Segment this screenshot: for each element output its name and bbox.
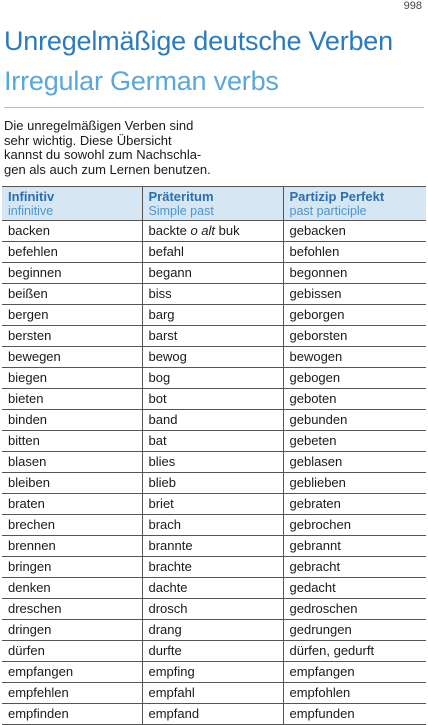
infinitive-cell: empfehlen [2, 683, 142, 704]
intro-line: Die unregelmäßigen Verben sind [4, 118, 194, 133]
infinitive-cell: dürfen [2, 641, 142, 662]
table-row [2, 578, 426, 599]
table-row [2, 221, 426, 242]
past-participle-cell: geborsten [283, 326, 426, 347]
table-row [2, 599, 426, 620]
past-participle-cell: geboten [283, 389, 426, 410]
infinitive-cell: beginnen [2, 263, 142, 284]
past-participle-cell: gebogen [283, 368, 426, 389]
past-participle-cell: empfunden [283, 704, 426, 725]
infinitive-cell: empfinden [2, 704, 142, 725]
table-row [2, 284, 426, 305]
infinitive-cell: beißen [2, 284, 142, 305]
simple-past-cell: drosch [142, 599, 283, 620]
infinitive-cell: brechen [2, 515, 142, 536]
table-row [2, 620, 426, 641]
simple-past-cell: bot [142, 389, 283, 410]
table-row [2, 368, 426, 389]
column-header-english: infinitive [8, 204, 54, 218]
table-header-row [2, 187, 426, 221]
table-row [2, 536, 426, 557]
table-row [2, 452, 426, 473]
table-row [2, 494, 426, 515]
column-header-german: Infinitiv [8, 189, 55, 204]
simple-past-cell: band [142, 410, 283, 431]
infinitive-cell: empfangen [2, 662, 142, 683]
simple-past-cell: briet [142, 494, 283, 515]
infinitive-cell: dreschen [2, 599, 142, 620]
infinitive-cell: bleiben [2, 473, 142, 494]
column-header-english: Simple past [148, 204, 214, 218]
table-row [2, 557, 426, 578]
infinitive-cell: befehlen [2, 242, 142, 263]
infinitive-cell: backen [2, 221, 142, 242]
irregular-verbs-table [2, 186, 426, 725]
title-divider [4, 107, 424, 108]
past-participle-cell: bewogen [283, 347, 426, 368]
simple-past-alt-form: buk [218, 223, 240, 238]
column-header-english: past participle [289, 204, 367, 218]
table-row [2, 641, 426, 662]
page-title: Unregelmäßige deutsche Verben [4, 26, 393, 56]
column-header-simple-past [142, 187, 283, 221]
past-participle-cell: gebracht [283, 557, 426, 578]
infinitive-cell: bergen [2, 305, 142, 326]
simple-past-form: backte [148, 223, 187, 238]
simple-past-cell: begann [142, 263, 283, 284]
simple-past-cell: bewog [142, 347, 283, 368]
infinitive-cell: bersten [2, 326, 142, 347]
table-row [2, 242, 426, 263]
past-participle-cell: gebunden [283, 410, 426, 431]
page-number: 998 [403, 0, 422, 12]
simple-past-cell: blies [142, 452, 283, 473]
infinitive-cell: bewegen [2, 347, 142, 368]
simple-past-cell: barg [142, 305, 283, 326]
infinitive-cell: braten [2, 494, 142, 515]
past-participle-cell: dürfen, gedurft [283, 641, 426, 662]
past-participle-cell: geborgen [283, 305, 426, 326]
table-row [2, 662, 426, 683]
simple-past-cell: bat [142, 431, 283, 452]
infinitive-cell: bringen [2, 557, 142, 578]
past-participle-cell: gebrannt [283, 536, 426, 557]
table-row [2, 431, 426, 452]
simple-past-cell: durfte [142, 641, 283, 662]
simple-past-cell: drang [142, 620, 283, 641]
table-row [2, 305, 426, 326]
simple-past-cell: brach [142, 515, 283, 536]
past-participle-cell: gedrungen [283, 620, 426, 641]
simple-past-cell: brannte [142, 536, 283, 557]
infinitive-cell: blasen [2, 452, 142, 473]
table-row [2, 683, 426, 704]
past-participle-cell: empfangen [283, 662, 426, 683]
intro-paragraph [4, 119, 219, 177]
simple-past-cell: dachte [142, 578, 283, 599]
past-participle-cell: begonnen [283, 263, 426, 284]
table-row [2, 515, 426, 536]
past-participle-cell: gebacken [283, 221, 426, 242]
table-row [2, 704, 426, 725]
infinitive-cell: bitten [2, 431, 142, 452]
past-participle-cell: geblasen [283, 452, 426, 473]
simple-past-cell: blieb [142, 473, 283, 494]
past-participle-cell: empfohlen [283, 683, 426, 704]
past-participle-cell: gebraten [283, 494, 426, 515]
infinitive-cell: brennen [2, 536, 142, 557]
simple-past-cell: befahl [142, 242, 283, 263]
past-participle-cell: befohlen [283, 242, 426, 263]
intro-line: sehr wichtig. Diese Übersicht [4, 132, 172, 148]
simple-past-cell: empfahl [142, 683, 283, 704]
infinitive-cell: binden [2, 410, 142, 431]
simple-past-cell: barst [142, 326, 283, 347]
simple-past-cell: bog [142, 368, 283, 389]
simple-past-cell: biss [142, 284, 283, 305]
past-participle-cell: geblieben [283, 473, 426, 494]
column-header-german: Partizip Perfekt [289, 189, 385, 204]
table-row [2, 326, 426, 347]
table-row [2, 347, 426, 368]
table-row [2, 410, 426, 431]
simple-past-cell: empfing [142, 662, 283, 683]
page-subtitle: Irregular German verbs [4, 66, 279, 96]
column-header-past-participle [283, 187, 426, 221]
past-participle-cell: gebissen [283, 284, 426, 305]
simple-past-cell: empfand [142, 704, 283, 725]
column-header-infinitive [2, 187, 142, 221]
infinitive-cell: denken [2, 578, 142, 599]
infinitive-cell: dringen [2, 620, 142, 641]
past-participle-cell: gebeten [283, 431, 426, 452]
past-participle-cell: gebrochen [283, 515, 426, 536]
simple-past-cell: brachte [142, 557, 283, 578]
intro-line: kannst du sowohl zum Nachschla- [4, 147, 202, 162]
intro-line: gen als auch zum Lernen benutzen. [4, 161, 211, 177]
column-header-german: Präteritum [148, 189, 214, 204]
table-row [2, 389, 426, 410]
or-word: o [190, 223, 198, 238]
table-row [2, 263, 426, 284]
infinitive-cell: biegen [2, 368, 142, 389]
alt-word: alt [201, 223, 216, 238]
past-participle-cell: gedacht [283, 578, 426, 599]
simple-past-cell [142, 221, 283, 242]
infinitive-cell: bieten [2, 389, 142, 410]
past-participle-cell: gedroschen [283, 599, 426, 620]
table-row [2, 473, 426, 494]
